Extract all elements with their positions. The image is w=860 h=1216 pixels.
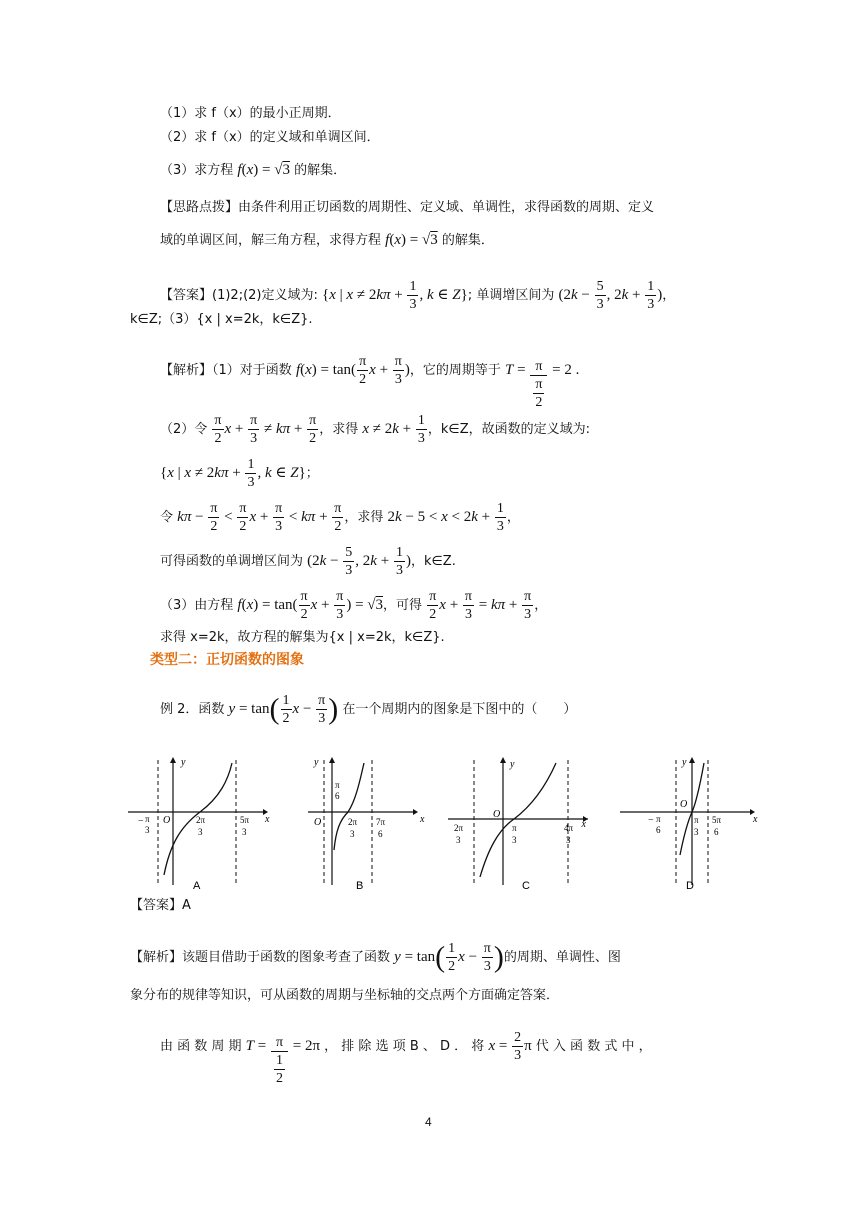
hint-label: 【思路点拨】 — [160, 200, 239, 215]
answer-text-1: (1)2;(2)定义域为: — [212, 287, 318, 303]
hint-paragraph-cont: 域的单调区间，解三角方程，求得方程 f(x) = √3 的解集． — [160, 232, 494, 248]
analysis-2-mid: ，求得 — [319, 421, 359, 437]
analysis-1-pre: （1）对于函数 — [212, 363, 292, 378]
svg-text:3: 3 — [566, 835, 571, 845]
analysis-2-line-3-mid: ， 排 除 选 项 B 、 D ． 将 — [324, 1039, 485, 1054]
analysis-1: 【解析】（1）对于函数 f(x) = tan( $\frac{\pi}{2}$ x + $\frac{\pi}{3}$ )，它的周期等于 T = $\frac{\pi}{\frac{\pi}{2}}$ = 2 . — [160, 354, 580, 410]
graph-label-a: A — [193, 880, 201, 892]
svg-text:y: y — [314, 757, 319, 768]
svg-text:−: − — [648, 815, 654, 826]
graph-label-b: B — [356, 880, 364, 892]
svg-text:2π: 2π — [348, 817, 358, 827]
example-2: 例 2．函数 y = tan( $\frac{1}{2}$ x − $\frac{\pi}{3}$ ) 在一个周期内的图象是下图中的（ ） — [160, 692, 577, 726]
question-1: （1）求 f（x）的最小正周期． — [160, 106, 341, 121]
q3-post: 的解集． — [294, 163, 347, 178]
analysis-2-label: 【解析】 — [130, 949, 183, 965]
svg-text:3: 3 — [145, 825, 150, 835]
page-number: 4 — [425, 1115, 432, 1129]
svg-text:5π: 5π — [240, 815, 250, 825]
svg-text:y: y — [682, 757, 687, 768]
svg-text:x: x — [753, 814, 758, 825]
section-title: 类型二：正切函数的图象 — [150, 652, 304, 668]
svg-text:7π: 7π — [376, 817, 386, 827]
analysis-2-line-3-pre: 由 函 数 周 期 — [160, 1039, 242, 1054]
svg-text:y: y — [181, 757, 186, 768]
analysis-interval: 可得函数的单调增区间为 (2k − $\frac{5}{3}$ , 2k + $\frac{1}{3}$ )，k∈Z. — [160, 545, 456, 578]
analysis-5-pre: 可得函数的单调增区间为 — [160, 553, 304, 569]
answer-line-2: k∈Z;（3）{x | x=2k，k∈Z}. — [130, 312, 313, 327]
svg-text:2π: 2π — [196, 815, 206, 825]
svg-text:3: 3 — [198, 827, 203, 837]
analysis-label: 【解析】 — [160, 363, 213, 378]
analysis-2-post: ，k∈Z，故函数的定义域为: — [427, 421, 591, 437]
hint-text-1: 由条件利用正切函数的周期性、定义域、单调性，求得函数的周期、定义 — [238, 200, 655, 215]
svg-text:π: π — [656, 814, 661, 824]
analysis-2-text-1: 该题目借助于函数的图象考查了函数 — [182, 949, 391, 965]
analysis-2-text-2: 的周期、单调性、图 — [503, 949, 621, 965]
analysis-domain-end: ； — [305, 465, 319, 481]
hint-text-3: 的解集． — [441, 233, 494, 248]
svg-text:2π: 2π — [454, 823, 464, 833]
svg-text:6: 6 — [335, 791, 340, 801]
question-2: （2）求 f（x）的定义域和单调区间． — [160, 130, 380, 145]
svg-text:3: 3 — [242, 827, 247, 837]
svg-text:3: 3 — [512, 835, 517, 845]
hint-paragraph — [160, 198, 654, 218]
svg-text:6: 6 — [714, 827, 719, 837]
analysis-2-pre: （2）令 — [160, 421, 208, 437]
svg-text:π: π — [335, 780, 340, 790]
analysis-4-mid: ，求得 — [344, 509, 384, 525]
analysis-6-mid: ，可得 — [383, 597, 423, 613]
graph-label-c: C — [522, 880, 530, 892]
graph-option-a[interactable] — [128, 755, 268, 895]
svg-text:O: O — [680, 799, 688, 810]
svg-text:x: x — [581, 819, 586, 830]
graph-label-d: D — [686, 880, 694, 892]
answer-text-2: ; 单调增区间为 — [467, 287, 555, 303]
hint-text-2: 域的单调区间，解三角方程，求得方程 — [160, 233, 382, 248]
example-2-pre: 例 2．函数 — [160, 701, 225, 717]
analysis-1-mid: ，它的周期等于 — [409, 363, 501, 378]
analysis-domain: {x | x ≠ 2kπ + $\frac{1}{3}$ , k ∈ Z}； — [160, 457, 319, 490]
svg-text:−: − — [138, 816, 144, 827]
analysis-3: （3）由方程 f(x) = tan( $\frac{\pi}{2}$ x + $\frac{\pi}{3}$ ) = √3，可得 $\frac{\pi}{2}$ x + $\frac{\pi}{3}$ = kπ + $\frac{\pi}{3}$ ， — [160, 589, 548, 622]
svg-text:π: π — [512, 823, 517, 833]
analysis-2-line-3: 由 函 数 周 期 T = $\frac{\pi}{\frac{1}{2}}$ = 2π ， 排 除 选 项 B 、 D ． 将 x = $\frac{2}{3}$ π 代 入 函 数 式 中 ， — [160, 1030, 652, 1086]
svg-text:6: 6 — [656, 825, 661, 835]
analysis-2: （2）令 $\frac{\pi}{2}$ x + $\frac{\pi}{3}$ ≠ kπ + $\frac{\pi}{2}$ ，求得 x ≠ 2k + $\frac{1}{3}$ ，k∈Z，故函数的定义域为: — [160, 413, 591, 446]
answer-label: 【答案】 — [160, 287, 213, 303]
svg-text:3: 3 — [350, 829, 355, 839]
svg-text:x: x — [265, 814, 270, 825]
analysis-5-post: ，k∈Z. — [410, 553, 456, 569]
svg-text:6: 6 — [378, 829, 383, 839]
svg-text:O: O — [314, 817, 322, 828]
svg-text:π: π — [694, 815, 699, 825]
svg-text:4π: 4π — [564, 823, 574, 833]
graph-option-c[interactable] — [448, 755, 588, 895]
q3-pre: （3）求方程 — [160, 163, 234, 178]
example-2-post: 在一个周期内的图象是下图中的（ ） — [342, 701, 577, 717]
analysis-solution: 求得 x=2k，故方程的解集为{x | x=2k，k∈Z}. — [160, 630, 445, 645]
svg-text:3: 3 — [456, 835, 461, 845]
analysis-6-pre: （3）由方程 — [160, 597, 234, 613]
svg-text:π: π — [145, 814, 150, 824]
svg-text:x: x — [420, 814, 425, 825]
answer-2: 【答案】A — [130, 898, 191, 913]
answer-line-1: 【答案】(1)2;(2)定义域为: {x | x ≠ 2kπ + $\frac{1}{3}$ , k ∈ Z}; 单调增区间为 (2k − $\frac{5}{3}$ , 2k + $\frac{1}{3}$ )， — [160, 279, 676, 312]
svg-text:5π: 5π — [712, 815, 722, 825]
svg-text:3: 3 — [694, 827, 699, 837]
svg-text:y: y — [510, 759, 515, 770]
analysis-2-line-2: 象分布的规律等知识，可从函数的周期与坐标轴的交点两个方面确定答案． — [130, 988, 560, 1003]
svg-text:O: O — [493, 809, 501, 820]
graph-option-b[interactable] — [308, 755, 448, 895]
question-3: （3）求方程 f(x) = √3 的解集． — [160, 162, 347, 178]
graph-option-d[interactable] — [620, 755, 760, 895]
analysis-2-line-3-post: 代 入 函 数 式 中 ， — [535, 1039, 652, 1054]
analysis-2-line-1: 【解析】该题目借助于函数的图象考查了函数 y = tan( $\frac{1}{2}$ x − $\frac{\pi}{3}$ )的周期、单调性、图 — [130, 940, 621, 974]
svg-text:O: O — [163, 815, 171, 826]
analysis-4-pre: 令 — [160, 509, 174, 525]
analysis-monotonic: 令 kπ − $\frac{\pi}{2}$ < $\frac{\pi}{2}$ x + $\frac{\pi}{3}$ < kπ + $\frac{\pi}{2}$ ，求得 2k − 5 < x < 2k + $\frac{1}{3}$ ， — [160, 501, 520, 534]
